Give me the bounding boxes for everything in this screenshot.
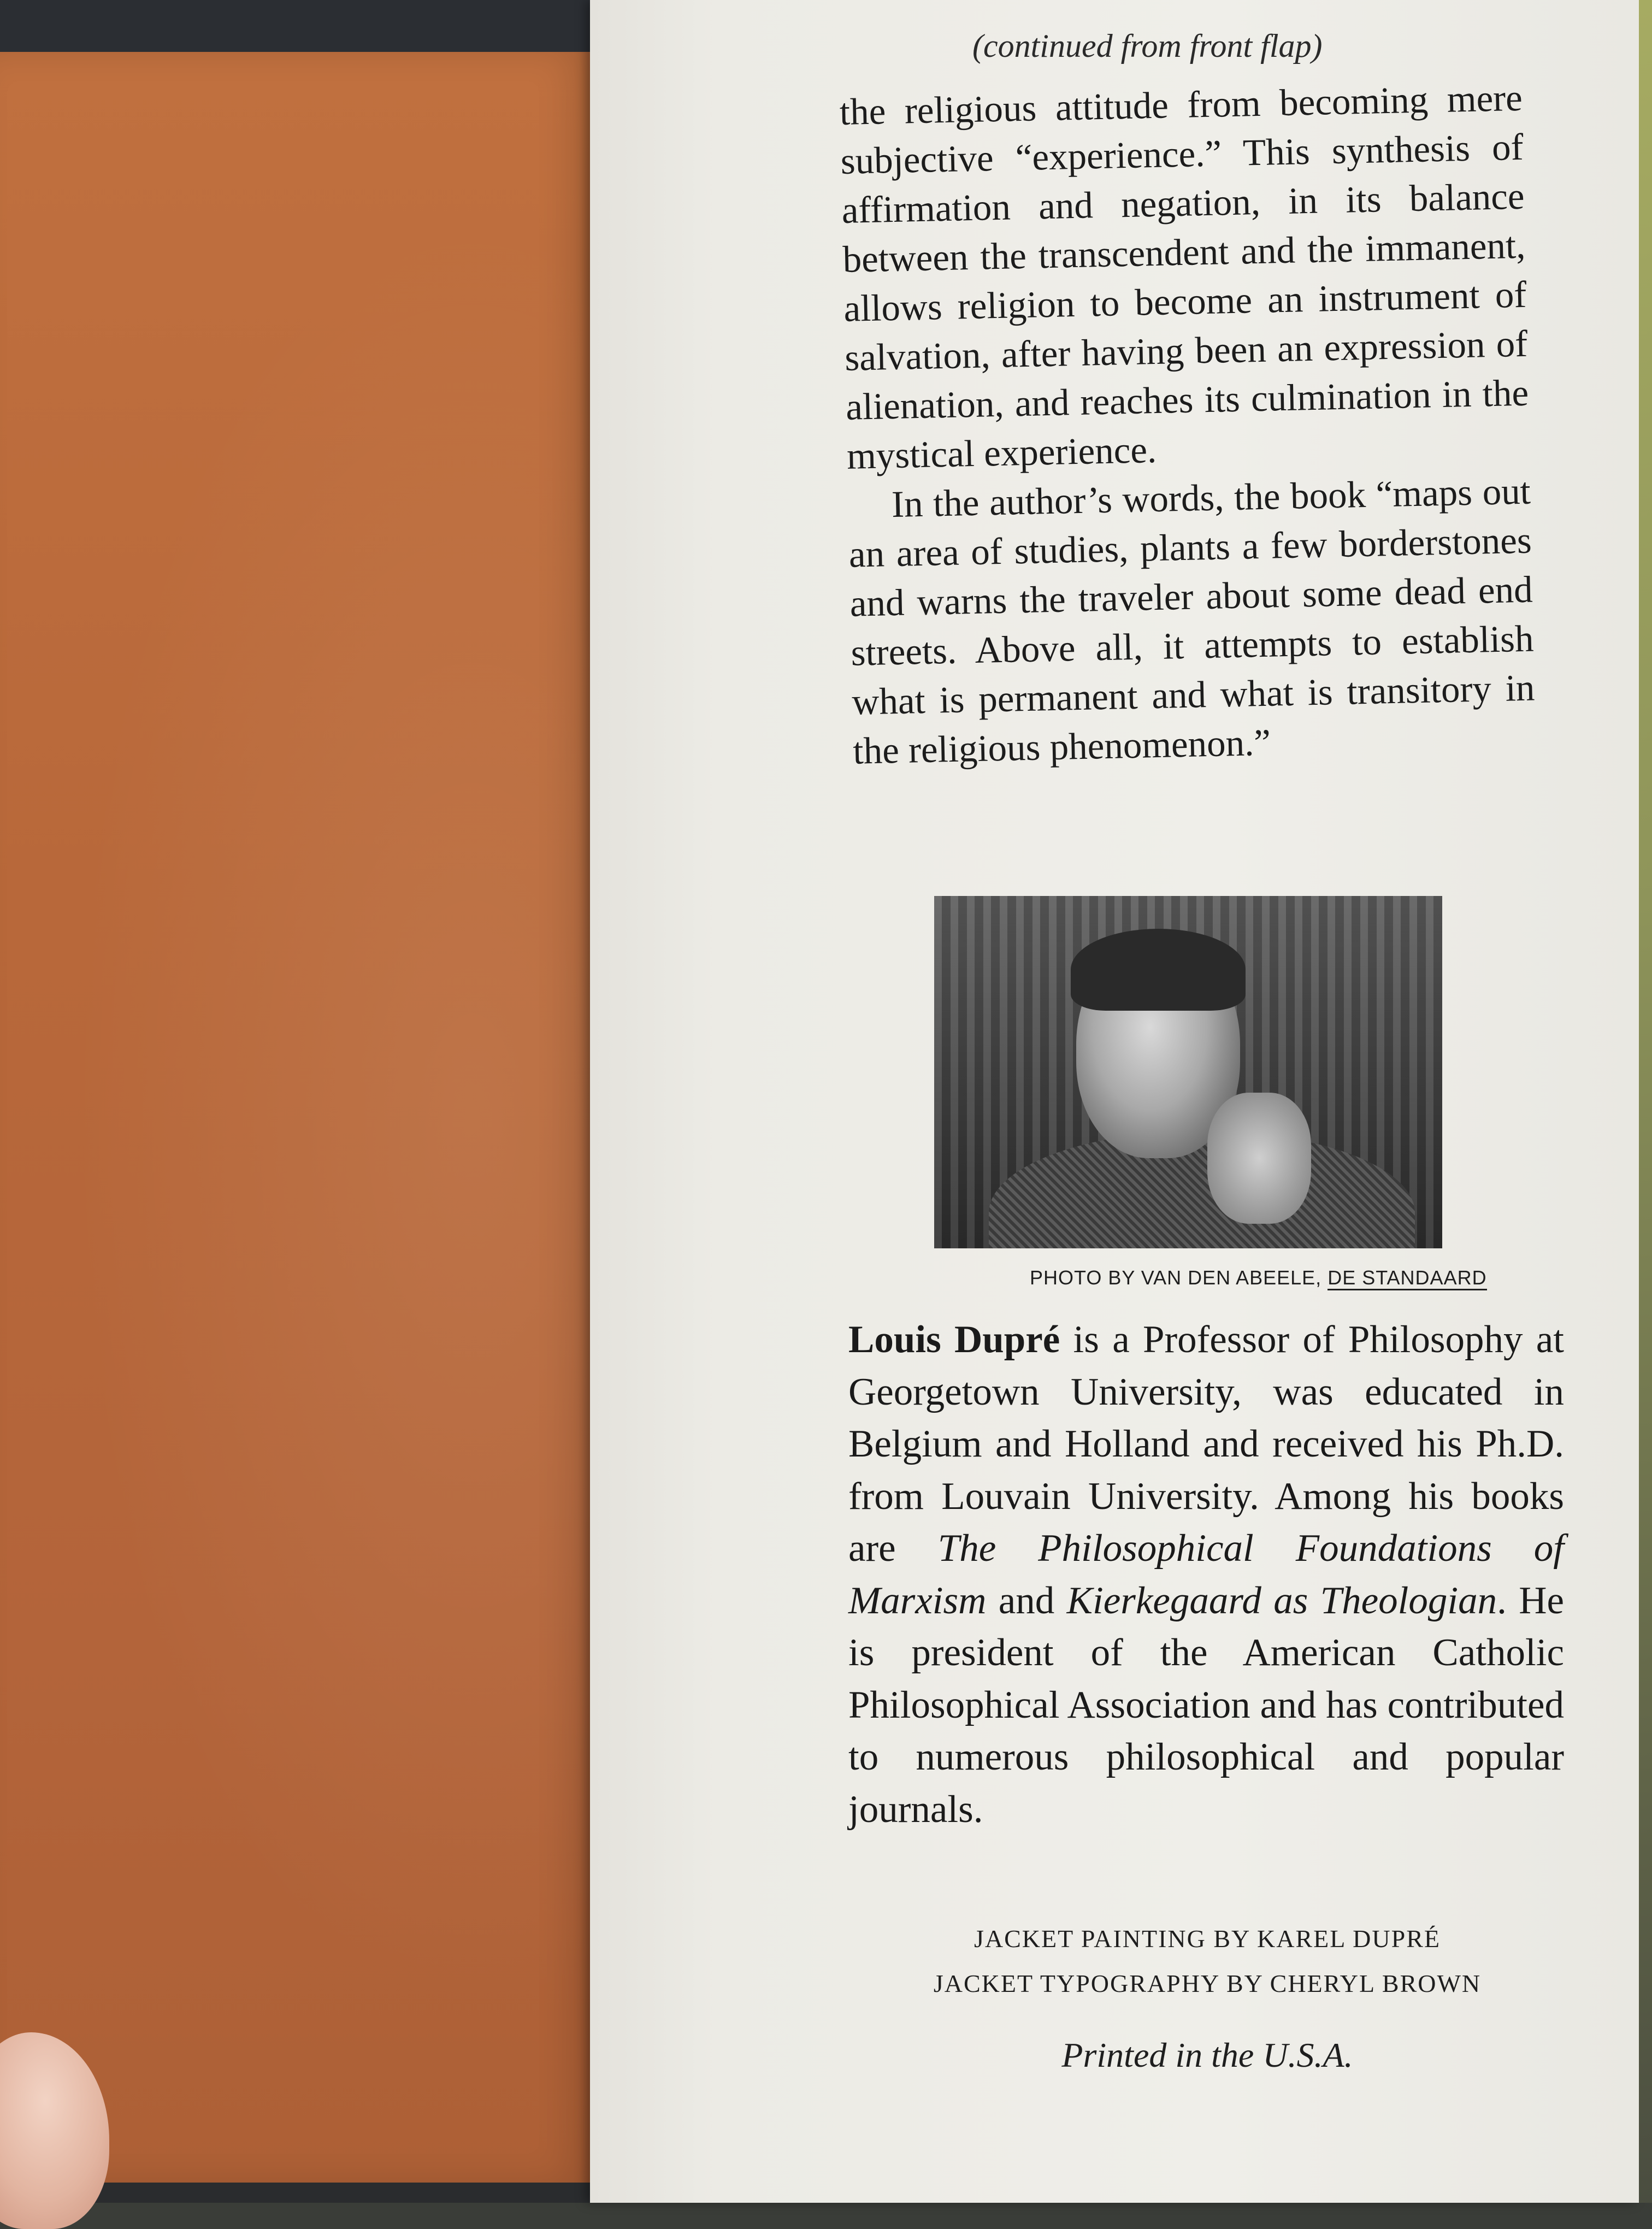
endpaper-shading [0,52,590,2183]
bio-text-1: is a Professor of Philosophy at Georgetown University, was educated in Belgium and Holland and received his Ph.D. from Louvain University. Among his books are [848,1318,1564,1570]
photo-hand [1207,1093,1311,1224]
author-name: Louis Dupré [848,1318,1060,1361]
credit-typography: JACKET TYPOGRAPHY BY CHERYL BROWN [933,1969,1482,1997]
author-bio [848,1314,1564,1836]
bio-text-2: and [986,1579,1067,1622]
bio-book-2: Kierkegaard as Theologian [1066,1579,1497,1622]
jacket-credits [852,1917,1562,2006]
continued-note: (continued from front flap) [972,28,1323,64]
top-dark-band [0,0,601,52]
flap-paragraph-2: In the author’s words, the book “maps out an area of studies, plants a few borderstones and warns the traveler about some dead end streets. Above all, it attempts to establish what is permanent and what is transitory in the religious phenomenon.” [848,470,1536,772]
photo-credit [1030,1266,1487,1289]
photo-hair [1071,929,1246,1011]
photo-credit-prefix: PHOTO BY VAN DEN ABEELE, [1030,1266,1322,1289]
flap-paragraph-1: the religious attitude from becoming mere subjective “experience.” This synthesis of affirmation and negation, in its balance between the transcendent and the immanent, allows religion to become an instrument of salvation, after having been an expression of alienation, and reaches its culmination in the mystical experience. [839,76,1529,477]
photo-jacket [989,1131,1415,1248]
bio-book-1: The Philosophical Foundations of Marxism [848,1527,1564,1622]
author-photo [934,896,1442,1248]
right-edge-background [1639,0,1652,2203]
printed-in: Printed in the U.S.A. [1061,2036,1353,2074]
credit-painting: JACKET PAINTING BY KAREL DUPRÉ [974,1925,1441,1953]
photo-credit-source: DE STANDAARD [1328,1266,1486,1290]
flap-copy [839,73,1536,776]
bio-text-3: . He is president of the American Catholic Philosophical Association and has contributed to numerous philosophical and popular journals. [848,1579,1564,1831]
